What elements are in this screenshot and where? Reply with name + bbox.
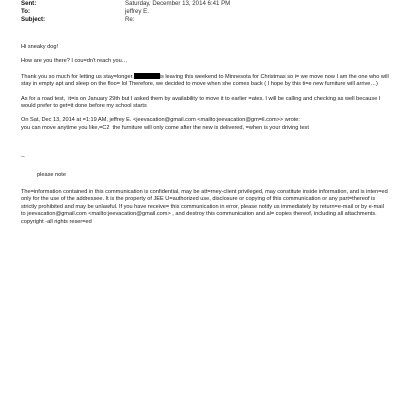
subject-label: Subject: — [21, 16, 46, 23]
body-paragraph-3 — [21, 73, 389, 89]
greeting: Hi sneaky dog! — [21, 44, 59, 50]
quote-body: you can move anytime you like,=C2 the furniture will only come after the new is delivered, =when is your driving test — [21, 124, 309, 131]
signature-dashes: -- — [21, 154, 25, 161]
body-paragraph-4: As for a road test, it=is on January 29th but I asked them by availability to move it to earlier =ates. I will be calling and checking as well because I would prefer to get=it done before my school starts — [21, 95, 382, 110]
redaction-box — [134, 73, 160, 79]
to-value: jeffrey E. — [125, 8, 149, 15]
email-body — [21, 44, 389, 226]
sent-value: Saturday, December 13, 2014 6:41 PM — [125, 0, 231, 7]
sent-label: Sent: — [21, 0, 37, 7]
para3-part-a: Thank you so much for letting us stay=longer. — [21, 73, 134, 80]
disclaimer: The=information contained in this communication is confidential, may be att=rney-client privileged, may constitute inside information, and is inten=ed only for the use of the addressee. It is the property of JEE U=authorized use, disclosure or copying of this communication or any part=thereof is strictly prohibited and may be unlawful. If you have receive= this communication in error, please notify us immediately by return=e-mail or by e-mail to jeevacation@gmail.com <mailto:jeevacation@gmail.com> , and destroy this communication and al= copies thereof, including all attachments. copyright -all rights reser=ed — [21, 189, 390, 225]
please-note: please note — [37, 171, 66, 178]
subject-value: Re: — [125, 16, 135, 23]
quote-header: On Sat, Dec 13, 2014 at =1:19 AM, jeffrey E. <jeevacation@gmail.com <mailto:jeevacation@gm=il.com>> wrote: — [21, 117, 300, 124]
to-label: To: — [21, 8, 31, 15]
to-row — [21, 8, 391, 16]
body-line-2: How are you there? I cou=dn't reach you… — [21, 58, 128, 65]
subject-row — [21, 16, 391, 24]
para3-part-b: is leaving this weekend to Minnesota for Christmas so i= we move now I am the one who will stay in empty apt and sleep on the floo= lol Therefore, we decided to move when she comes back ( I hope by this ti=e new furniture will arrive…) — [21, 73, 391, 88]
sent-row — [21, 0, 391, 8]
email-header — [21, 0, 391, 24]
